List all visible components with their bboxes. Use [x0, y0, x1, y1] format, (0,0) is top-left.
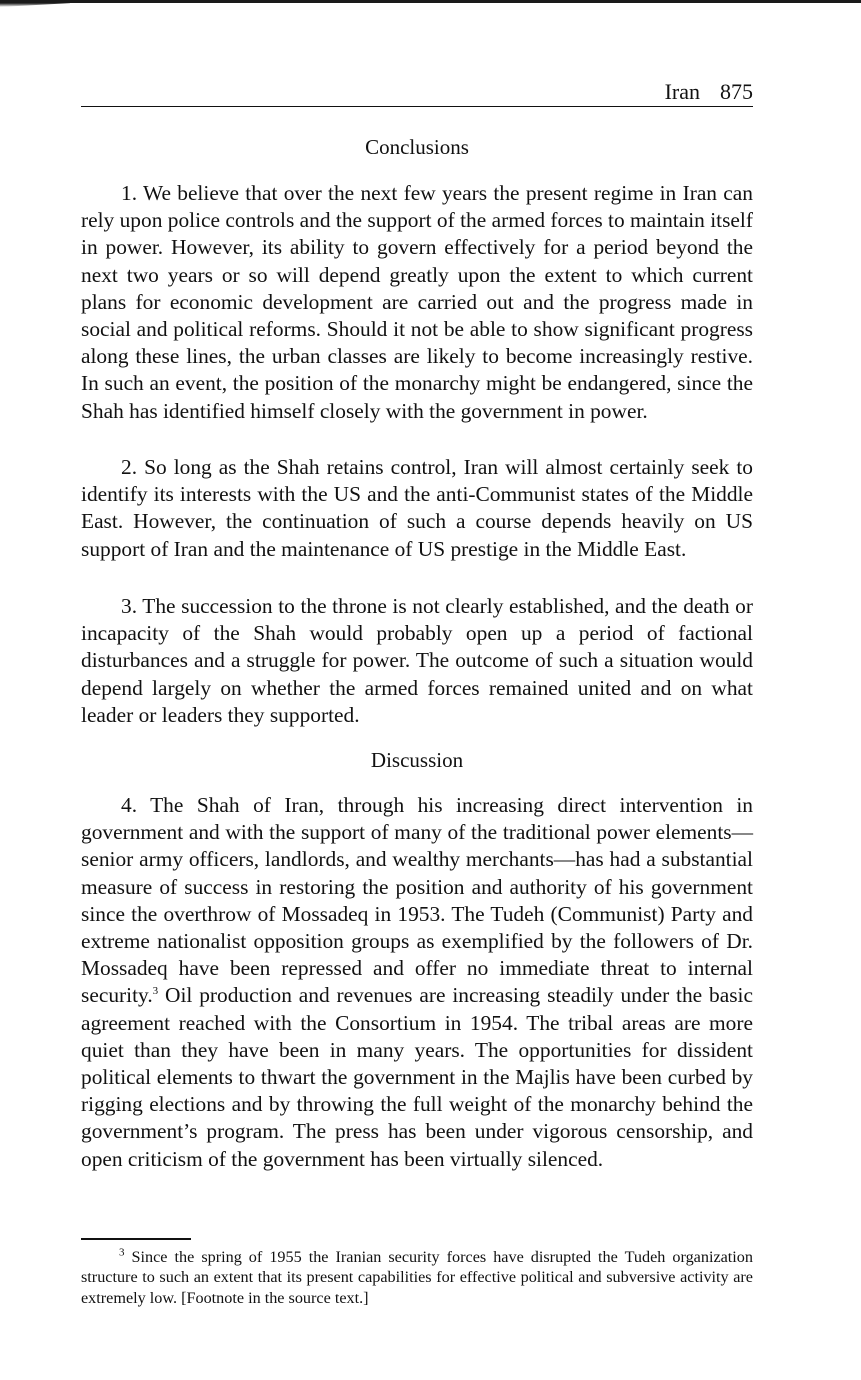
- paragraph-2: 2. So long as the Shah retains control, Iran will almost certainly seek to identify its interests with the US and the anti-Communist states of the Middle East. However, the continuation of such a course depends heavily on US support of Iran and the maintenance of US prestige in the Middle East.: [81, 455, 753, 561]
- page-number: 875: [720, 79, 753, 104]
- discussion-heading: Discussion: [370, 748, 464, 772]
- scan-corner-shadow: [0, 0, 70, 7]
- header-section-title: Iran: [664, 79, 700, 104]
- conclusions-heading: Conclusions: [365, 135, 469, 159]
- paragraph-1: 1. We believe that over the next few years the present regime in Iran can rely upon police controls and the support of the armed forces to maintain itself in power. However, its ability to govern effectively for a period beyond the next two years or so will depend greatly upon the extent to which current plans for economic development are carried out and the progress made in social and political reforms. Should it not be able to show significant progress along these lines, the urban classes are likely to become increasingly restive. In such an event, the position of the monarchy might be endangered, since the Shah has identified himself closely with the government in power.: [81, 181, 753, 423]
- paragraph-4-part-2: Oil production and revenues are increasing steadily under the basic agreement reached with the Consortium in 1954. The tribal areas are more quiet than they have been in many years. The opportunities for dissident political elements to thwart the government in the Majlis have been curbed by rigging elections and by throwing the full weight of the monarchy behind the government’s program. The press has been under vigorous censorship, and open criticism of the government has been virtually silenced.: [81, 983, 753, 1171]
- paragraph-4-part-1: 4. The Shah of Iran, through his increasing direct intervention in government and with the support of many of the traditional power elements—senior army officers, landlords, and wealthy merchants—has had a substantial measure of success in restoring the position and authority of his government since the overthrow of Mossadeq in 1953. The Tudeh (Communist) Party and extreme nationalist opposition groups as exemplified by the followers of Dr. Mossadeq have been repressed and offer no immediate threat to internal security.: [81, 793, 753, 1008]
- paragraph-3: 3. The succession to the throne is not clearly established, and the death or incapacity of the Shah would probably open up a period of factional disturbances and a struggle for power. The outcome of such a situation would depend largely on whether the armed forces remained united and on what leader or leaders they supported.: [81, 594, 753, 727]
- footnote-divider: [81, 1238, 191, 1240]
- footnote-text: Since the spring of 1955 the Iranian security forces have disrupted the Tudeh organization structure to such an extent that its present capabilities for effective political and subversive activity are extremely low. [Footnote in the source text.]: [81, 1248, 753, 1307]
- running-header: [81, 78, 753, 107]
- paragraph-4: [81, 792, 753, 1173]
- footnote-reference-3[interactable]: 3: [152, 985, 159, 998]
- footnote-marker: 3: [119, 1246, 125, 1259]
- footnote-3: [81, 1247, 753, 1308]
- scan-top-edge: [0, 0, 861, 3]
